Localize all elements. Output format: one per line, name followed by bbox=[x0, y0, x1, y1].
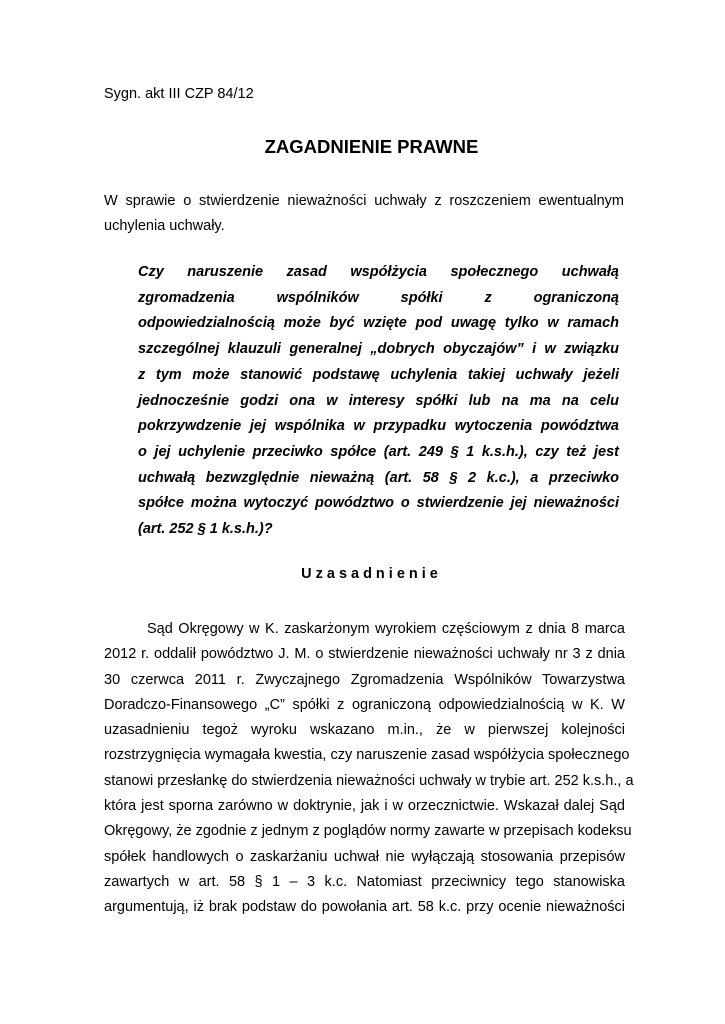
question-line: pokrzywdzenie jej wspólnika w przypadku wytoczenia powództwa bbox=[138, 418, 619, 435]
question-line: uchwałą bezwzględnie nieważną (art. 58 § 2 k.c.), a przeciwko bbox=[138, 469, 619, 486]
question-line: o jej uchylenie przeciwko spółce (art. 249 § 1 k.s.h.), czy też jest bbox=[138, 443, 619, 460]
body-line: stanowi przesłankę do stwierdzenia nieważności uchwały w trybie art. 252 k.s.h., a bbox=[104, 772, 634, 789]
question-line: szczególnej klauzuli generalnej „dobrych obyczajów” i w związku bbox=[138, 341, 619, 358]
body-line: Sąd Okręgowy w K. zaskarżonym wyrokiem częściowym z dnia 8 marca bbox=[147, 621, 625, 637]
body-line: Okręgowy, że zgodnie z jednym z poglądów normy zawarte w przepisach kodeksu bbox=[104, 823, 632, 840]
body-line: argumentują, iż brak podstaw do powołania art. 58 k.c. przy ocenie nieważności bbox=[104, 899, 625, 916]
question-line: odpowiedzialnością może być wzięte pod uwagę tylko w ramach bbox=[138, 315, 619, 332]
case-signature: Sygn. akt III CZP 84/12 bbox=[104, 86, 254, 102]
body-line: Doradczo-Finansowego „C” spółki z ograniczoną odpowiedzialnością w K. W bbox=[104, 696, 625, 713]
body-line: 30 czerwca 2011 r. Zwyczajnego Zgromadzenia Wspólników Towarzystwa bbox=[104, 671, 625, 688]
question-line: Czy naruszenie zasad współżycia społecznego uchwałą bbox=[138, 264, 619, 280]
intro-line: W sprawie o stwierdzenie nieważności uchwały z roszczeniem ewentualnym bbox=[104, 193, 624, 209]
body-line: rozstrzygnięcia wymagała kwestia, czy naruszenie zasad współżycia społecznego bbox=[104, 747, 630, 764]
legal-question bbox=[138, 260, 619, 543]
question-line: (art. 252 § 1 k.s.h.)? bbox=[138, 521, 273, 538]
body-line: która jest sporna zarówno w doktrynie, jak i w orzecznictwie. Wskazał dalej Sąd bbox=[104, 798, 625, 815]
document-title: ZAGADNIENIE PRAWNE bbox=[264, 136, 479, 157]
question-line: spółce można wytoczyć powództwo o stwierdzenie jej nieważności bbox=[138, 495, 619, 512]
question-line: z tym może stanowić podstawę uchylenia takiej uchwały jeżeli bbox=[138, 366, 619, 383]
body-line: uzasadnieniu tegoż wyroku wskazano m.in., że w pierwszej kolejności bbox=[104, 722, 625, 739]
reasons-paragraph bbox=[104, 617, 634, 921]
body-line: zawartych w art. 58 § 1 – 3 k.c. Natomiast przeciwnicy tego stanowiska bbox=[104, 873, 625, 890]
body-line: spółek handlowych o zaskarżaniu uchwał nie wyłączają stosowania przepisów bbox=[104, 848, 625, 865]
reasons-heading: Uzasadnienie bbox=[301, 566, 442, 582]
intro-line: uchylenia uchwały. bbox=[104, 218, 225, 234]
body-line: 2012 r. oddalił powództwo J. M. o stwierdzenie nieważności uchwały nr 3 z dnia bbox=[104, 646, 625, 663]
question-line: jednocześnie godzi ona w interesy spółki lub na ma na celu bbox=[138, 392, 619, 409]
intro-paragraph bbox=[104, 189, 624, 239]
question-line: zgromadzenia wspólników spółki z ograniczoną bbox=[138, 289, 619, 306]
